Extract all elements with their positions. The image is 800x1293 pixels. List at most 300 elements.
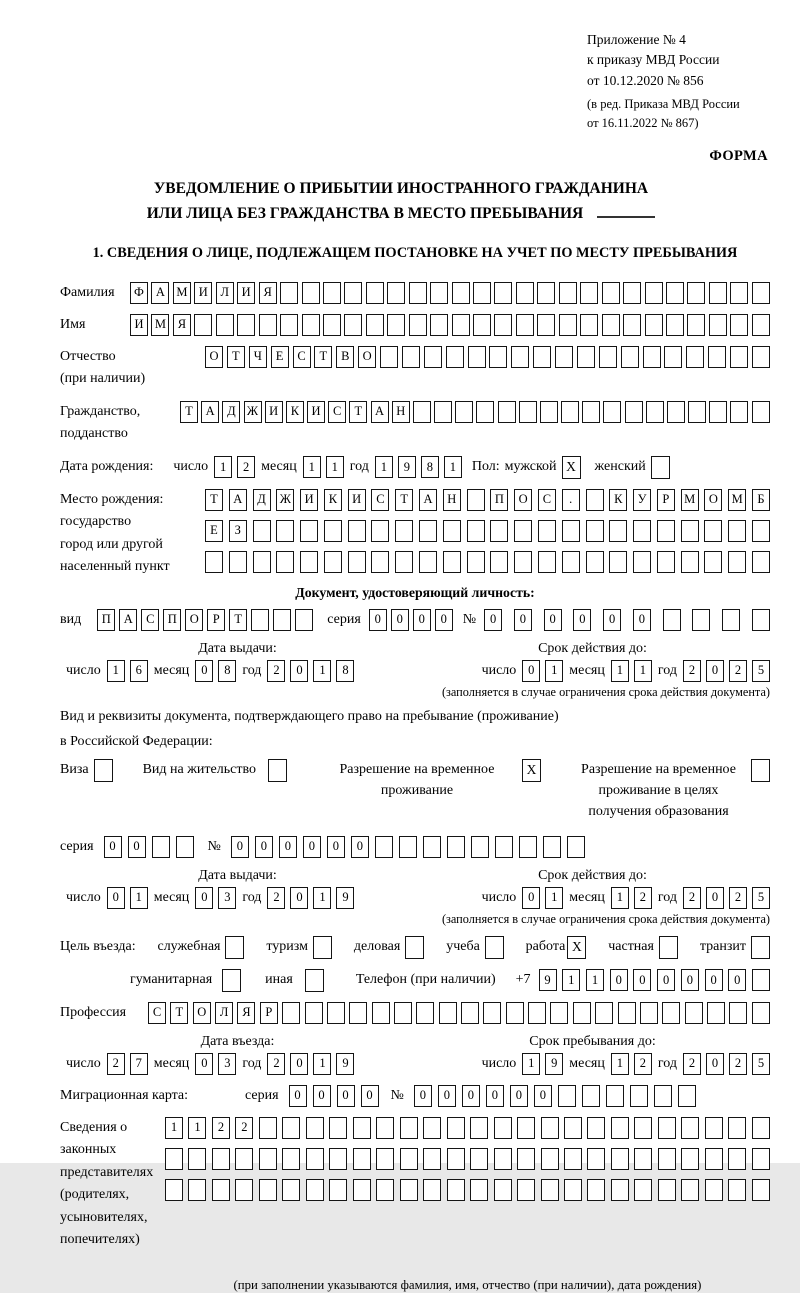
char-box[interactable]: Т <box>395 489 413 511</box>
char-box[interactable]: Т <box>205 489 223 511</box>
char-box[interactable]: М <box>728 489 746 511</box>
char-box[interactable]: 0 <box>279 836 297 858</box>
char-box[interactable]: Ч <box>249 346 267 368</box>
char-box[interactable]: 5 <box>752 1053 770 1075</box>
char-box[interactable]: 2 <box>237 456 255 478</box>
char-box[interactable] <box>344 314 362 336</box>
char-box[interactable]: И <box>130 314 148 336</box>
char-box[interactable] <box>645 282 663 304</box>
char-box[interactable] <box>443 551 461 573</box>
char-box[interactable] <box>562 520 580 542</box>
char-box[interactable]: О <box>185 609 203 631</box>
char-box[interactable] <box>634 1179 652 1201</box>
char-box[interactable]: У <box>633 489 651 511</box>
char-box[interactable] <box>483 1002 501 1024</box>
char-box[interactable] <box>348 520 366 542</box>
char-box[interactable] <box>259 1179 277 1201</box>
char-box[interactable]: 0 <box>633 609 651 631</box>
char-box[interactable] <box>705 1148 723 1170</box>
char-box[interactable] <box>611 1148 629 1170</box>
char-box[interactable]: А <box>419 489 437 511</box>
char-box[interactable]: 1 <box>303 456 321 478</box>
char-box[interactable] <box>402 346 420 368</box>
char-box[interactable]: Е <box>271 346 289 368</box>
char-box[interactable] <box>633 551 651 573</box>
char-box[interactable]: К <box>286 401 304 423</box>
char-box[interactable] <box>705 1117 723 1139</box>
char-box[interactable] <box>376 1148 394 1170</box>
char-box[interactable] <box>490 551 508 573</box>
char-box[interactable]: 1 <box>545 660 563 682</box>
char-box[interactable]: А <box>151 282 169 304</box>
char-box[interactable]: М <box>681 489 699 511</box>
char-box[interactable] <box>494 1117 512 1139</box>
char-box[interactable] <box>722 609 740 631</box>
char-box[interactable]: Т <box>227 346 245 368</box>
char-box[interactable]: 2 <box>729 887 747 909</box>
char-box[interactable] <box>467 551 485 573</box>
char-box[interactable]: 0 <box>290 887 308 909</box>
char-box[interactable] <box>704 520 722 542</box>
char-box[interactable] <box>752 1179 770 1201</box>
char-box[interactable]: 1 <box>611 1053 629 1075</box>
char-box[interactable] <box>473 282 491 304</box>
char-box[interactable]: В <box>336 346 354 368</box>
char-box[interactable] <box>494 282 512 304</box>
char-box[interactable]: 1 <box>562 969 580 991</box>
char-box[interactable] <box>165 1148 183 1170</box>
char-box[interactable] <box>678 1085 696 1107</box>
char-box[interactable] <box>495 836 513 858</box>
char-box[interactable]: 1 <box>313 660 331 682</box>
char-box[interactable] <box>709 282 727 304</box>
char-box[interactable]: Я <box>173 314 191 336</box>
char-box[interactable] <box>752 346 770 368</box>
char-box[interactable] <box>423 1179 441 1201</box>
char-box[interactable]: Д <box>222 401 240 423</box>
char-box[interactable] <box>419 551 437 573</box>
char-box[interactable] <box>366 314 384 336</box>
char-box[interactable]: 0 <box>486 1085 504 1107</box>
char-box[interactable]: 9 <box>336 887 354 909</box>
char-box[interactable] <box>517 1148 535 1170</box>
char-box[interactable] <box>371 520 389 542</box>
char-box[interactable] <box>424 346 442 368</box>
char-box[interactable] <box>634 1148 652 1170</box>
char-box[interactable]: Ж <box>244 401 262 423</box>
char-box[interactable]: 0 <box>522 660 540 682</box>
char-box[interactable]: 0 <box>633 969 651 991</box>
char-box[interactable]: Я <box>259 282 277 304</box>
char-box[interactable] <box>280 282 298 304</box>
char-box[interactable]: 0 <box>610 969 628 991</box>
char-box[interactable]: 0 <box>435 609 453 631</box>
char-box[interactable]: 1 <box>214 456 232 478</box>
char-box[interactable] <box>489 346 507 368</box>
char-box[interactable] <box>494 1148 512 1170</box>
char-box[interactable] <box>372 1002 390 1024</box>
char-box[interactable] <box>380 346 398 368</box>
char-box[interactable] <box>259 1148 277 1170</box>
char-box[interactable] <box>423 1117 441 1139</box>
char-box[interactable] <box>752 609 770 631</box>
char-box[interactable] <box>728 520 746 542</box>
char-box[interactable] <box>251 609 269 631</box>
char-box[interactable] <box>295 609 313 631</box>
char-box[interactable]: С <box>293 346 311 368</box>
char-box[interactable] <box>253 520 271 542</box>
char-box[interactable]: С <box>371 489 389 511</box>
char-box[interactable] <box>430 282 448 304</box>
char-box[interactable] <box>658 1179 676 1201</box>
char-box[interactable] <box>705 1179 723 1201</box>
char-box[interactable]: 5 <box>752 660 770 682</box>
char-box[interactable]: 1 <box>313 887 331 909</box>
char-box[interactable] <box>517 1179 535 1201</box>
char-box[interactable]: 2 <box>634 887 652 909</box>
char-box[interactable] <box>730 282 748 304</box>
char-box[interactable] <box>561 401 579 423</box>
char-box[interactable]: Л <box>216 282 234 304</box>
char-box[interactable] <box>611 1179 629 1201</box>
char-box[interactable]: 0 <box>706 1053 724 1075</box>
char-box[interactable]: 0 <box>289 1085 307 1107</box>
char-box[interactable] <box>455 401 473 423</box>
char-box[interactable]: А <box>229 489 247 511</box>
char-box[interactable]: Е <box>205 520 223 542</box>
char-box[interactable]: 1 <box>634 660 652 682</box>
char-box[interactable] <box>634 1117 652 1139</box>
char-box[interactable] <box>633 520 651 542</box>
char-box[interactable]: 2 <box>267 660 285 682</box>
char-box[interactable] <box>394 1002 412 1024</box>
char-box[interactable] <box>562 551 580 573</box>
char-box[interactable]: 1 <box>375 456 393 478</box>
char-box[interactable]: 0 <box>728 969 746 991</box>
char-box[interactable] <box>728 1117 746 1139</box>
char-box[interactable]: А <box>119 609 137 631</box>
char-box[interactable]: Я <box>237 1002 255 1024</box>
char-box[interactable] <box>709 401 727 423</box>
char-box[interactable]: И <box>265 401 283 423</box>
char-box[interactable] <box>580 314 598 336</box>
char-box[interactable]: 0 <box>414 1085 432 1107</box>
char-box[interactable] <box>353 1117 371 1139</box>
char-box[interactable]: 0 <box>351 836 369 858</box>
char-box[interactable] <box>559 282 577 304</box>
char-box[interactable]: 8 <box>336 660 354 682</box>
char-box[interactable]: 2 <box>267 1053 285 1075</box>
char-box[interactable] <box>490 520 508 542</box>
char-box[interactable] <box>709 314 727 336</box>
char-box[interactable]: О <box>205 346 223 368</box>
char-box[interactable] <box>686 346 704 368</box>
char-box[interactable] <box>506 1002 524 1024</box>
char-box[interactable]: 7 <box>130 1053 148 1075</box>
char-box[interactable] <box>728 1179 746 1201</box>
char-box[interactable] <box>752 314 770 336</box>
char-box[interactable] <box>276 520 294 542</box>
char-box[interactable]: С <box>538 489 556 511</box>
char-box[interactable] <box>152 836 170 858</box>
char-box[interactable]: 1 <box>130 887 148 909</box>
char-box[interactable] <box>519 836 537 858</box>
char-box[interactable]: 0 <box>231 836 249 858</box>
char-box[interactable] <box>439 1002 457 1024</box>
char-box[interactable] <box>752 1117 770 1139</box>
char-box[interactable] <box>752 1148 770 1170</box>
char-box[interactable] <box>517 1117 535 1139</box>
char-box[interactable]: О <box>358 346 376 368</box>
char-box[interactable] <box>280 314 298 336</box>
char-box[interactable]: 0 <box>603 609 621 631</box>
char-box[interactable] <box>667 401 685 423</box>
char-box[interactable] <box>514 551 532 573</box>
char-box[interactable]: . <box>562 489 580 511</box>
work-checkbox[interactable]: X <box>567 936 586 959</box>
char-box[interactable] <box>730 314 748 336</box>
char-box[interactable]: Т <box>229 609 247 631</box>
char-box[interactable] <box>537 314 555 336</box>
char-box[interactable] <box>752 969 770 991</box>
char-box[interactable] <box>728 551 746 573</box>
char-box[interactable]: 0 <box>104 836 122 858</box>
other-checkbox[interactable] <box>305 969 324 992</box>
char-box[interactable] <box>300 551 318 573</box>
char-box[interactable] <box>663 609 681 631</box>
char-box[interactable] <box>259 314 277 336</box>
char-box[interactable]: 2 <box>683 887 701 909</box>
char-box[interactable]: Н <box>443 489 461 511</box>
char-box[interactable] <box>353 1148 371 1170</box>
char-box[interactable] <box>643 346 661 368</box>
char-box[interactable] <box>282 1179 300 1201</box>
char-box[interactable]: Н <box>392 401 410 423</box>
char-box[interactable] <box>413 401 431 423</box>
char-box[interactable]: 0 <box>195 660 213 682</box>
char-box[interactable] <box>188 1179 206 1201</box>
char-box[interactable] <box>564 1117 582 1139</box>
char-box[interactable]: 9 <box>336 1053 354 1075</box>
char-box[interactable] <box>582 1085 600 1107</box>
char-box[interactable] <box>681 520 699 542</box>
char-box[interactable]: И <box>300 489 318 511</box>
transit-checkbox[interactable] <box>751 936 770 959</box>
char-box[interactable] <box>327 1002 345 1024</box>
char-box[interactable] <box>511 346 529 368</box>
char-box[interactable] <box>344 282 362 304</box>
char-box[interactable] <box>165 1179 183 1201</box>
char-box[interactable]: 0 <box>195 1053 213 1075</box>
char-box[interactable] <box>376 1117 394 1139</box>
char-box[interactable] <box>625 401 643 423</box>
char-box[interactable] <box>645 314 663 336</box>
char-box[interactable] <box>567 836 585 858</box>
char-box[interactable]: 1 <box>586 969 604 991</box>
char-box[interactable]: 0 <box>706 660 724 682</box>
char-box[interactable] <box>498 401 516 423</box>
char-box[interactable]: 2 <box>634 1053 652 1075</box>
char-box[interactable] <box>657 520 675 542</box>
char-box[interactable] <box>540 401 558 423</box>
char-box[interactable] <box>728 1148 746 1170</box>
char-box[interactable] <box>434 401 452 423</box>
char-box[interactable] <box>681 1179 699 1201</box>
char-box[interactable] <box>366 282 384 304</box>
char-box[interactable] <box>371 551 389 573</box>
char-box[interactable]: 2 <box>683 1053 701 1075</box>
char-box[interactable]: Р <box>657 489 675 511</box>
char-box[interactable] <box>730 346 748 368</box>
char-box[interactable] <box>623 282 641 304</box>
char-box[interactable] <box>235 1148 253 1170</box>
char-box[interactable] <box>447 1148 465 1170</box>
char-box[interactable]: Т <box>314 346 332 368</box>
char-box[interactable] <box>324 551 342 573</box>
char-box[interactable] <box>329 1117 347 1139</box>
char-box[interactable] <box>538 551 556 573</box>
char-box[interactable] <box>467 489 485 511</box>
char-box[interactable] <box>541 1117 559 1139</box>
char-box[interactable] <box>282 1002 300 1024</box>
char-box[interactable]: 1 <box>611 660 629 682</box>
char-box[interactable]: 0 <box>484 609 502 631</box>
char-box[interactable] <box>564 1179 582 1201</box>
char-box[interactable] <box>305 1002 323 1024</box>
char-box[interactable]: 3 <box>218 1053 236 1075</box>
char-box[interactable] <box>216 314 234 336</box>
char-box[interactable]: 0 <box>361 1085 379 1107</box>
char-box[interactable] <box>564 1148 582 1170</box>
char-box[interactable] <box>237 314 255 336</box>
char-box[interactable]: 1 <box>107 660 125 682</box>
char-box[interactable]: Л <box>215 1002 233 1024</box>
char-box[interactable]: 1 <box>188 1117 206 1139</box>
char-box[interactable]: П <box>97 609 115 631</box>
char-box[interactable] <box>323 314 341 336</box>
char-box[interactable]: 0 <box>391 609 409 631</box>
char-box[interactable] <box>253 551 271 573</box>
char-box[interactable]: О <box>704 489 722 511</box>
char-box[interactable] <box>555 346 573 368</box>
char-box[interactable] <box>609 551 627 573</box>
char-box[interactable] <box>752 520 770 542</box>
char-box[interactable]: 8 <box>421 456 439 478</box>
char-box[interactable]: 0 <box>706 887 724 909</box>
char-box[interactable]: Б <box>752 489 770 511</box>
char-box[interactable]: 2 <box>729 1053 747 1075</box>
visa-checkbox[interactable] <box>94 759 113 782</box>
char-box[interactable]: 0 <box>510 1085 528 1107</box>
char-box[interactable] <box>468 346 486 368</box>
char-box[interactable] <box>603 401 621 423</box>
char-box[interactable] <box>752 282 770 304</box>
char-box[interactable] <box>606 1085 624 1107</box>
char-box[interactable] <box>194 314 212 336</box>
char-box[interactable] <box>416 1002 434 1024</box>
char-box[interactable]: 8 <box>218 660 236 682</box>
sex-male-checkbox[interactable]: X <box>562 456 581 479</box>
char-box[interactable] <box>752 401 770 423</box>
char-box[interactable] <box>276 551 294 573</box>
char-box[interactable]: С <box>328 401 346 423</box>
char-box[interactable] <box>212 1148 230 1170</box>
char-box[interactable]: 0 <box>413 609 431 631</box>
char-box[interactable] <box>188 1148 206 1170</box>
char-box[interactable] <box>306 1148 324 1170</box>
char-box[interactable] <box>543 836 561 858</box>
char-box[interactable] <box>494 314 512 336</box>
char-box[interactable] <box>400 1179 418 1201</box>
char-box[interactable] <box>387 282 405 304</box>
char-box[interactable] <box>666 314 684 336</box>
char-box[interactable] <box>538 520 556 542</box>
char-box[interactable] <box>409 314 427 336</box>
char-box[interactable] <box>273 609 291 631</box>
char-box[interactable] <box>353 1179 371 1201</box>
char-box[interactable]: И <box>237 282 255 304</box>
char-box[interactable]: И <box>194 282 212 304</box>
char-box[interactable]: П <box>163 609 181 631</box>
char-box[interactable]: К <box>324 489 342 511</box>
char-box[interactable]: 2 <box>267 887 285 909</box>
char-box[interactable]: М <box>151 314 169 336</box>
char-box[interactable] <box>559 314 577 336</box>
char-box[interactable] <box>587 1117 605 1139</box>
char-box[interactable] <box>395 520 413 542</box>
char-box[interactable] <box>235 1179 253 1201</box>
char-box[interactable]: 1 <box>545 887 563 909</box>
char-box[interactable] <box>550 1002 568 1024</box>
temp-residence-education-checkbox[interactable] <box>751 759 770 782</box>
char-box[interactable]: А <box>201 401 219 423</box>
char-box[interactable] <box>657 551 675 573</box>
char-box[interactable] <box>666 282 684 304</box>
char-box[interactable] <box>282 1148 300 1170</box>
char-box[interactable] <box>586 520 604 542</box>
char-box[interactable] <box>447 836 465 858</box>
char-box[interactable] <box>176 836 194 858</box>
char-box[interactable] <box>300 520 318 542</box>
char-box[interactable]: 0 <box>462 1085 480 1107</box>
char-box[interactable]: 0 <box>438 1085 456 1107</box>
char-box[interactable]: 0 <box>534 1085 552 1107</box>
char-box[interactable] <box>400 1117 418 1139</box>
char-box[interactable]: Ф <box>130 282 148 304</box>
char-box[interactable]: С <box>148 1002 166 1024</box>
char-box[interactable]: Т <box>180 401 198 423</box>
char-box[interactable]: О <box>193 1002 211 1024</box>
char-box[interactable] <box>662 1002 680 1024</box>
char-box[interactable]: А <box>371 401 389 423</box>
char-box[interactable] <box>452 282 470 304</box>
char-box[interactable] <box>399 836 417 858</box>
char-box[interactable] <box>476 401 494 423</box>
char-box[interactable] <box>400 1148 418 1170</box>
char-box[interactable]: 0 <box>313 1085 331 1107</box>
char-box[interactable]: С <box>141 609 159 631</box>
char-box[interactable]: 0 <box>290 1053 308 1075</box>
char-box[interactable] <box>611 1117 629 1139</box>
char-box[interactable]: Т <box>349 401 367 423</box>
char-box[interactable] <box>395 551 413 573</box>
char-box[interactable]: 9 <box>545 1053 563 1075</box>
sex-female-checkbox[interactable] <box>651 456 670 479</box>
char-box[interactable]: 0 <box>522 887 540 909</box>
char-box[interactable] <box>306 1117 324 1139</box>
char-box[interactable] <box>587 1179 605 1201</box>
char-box[interactable] <box>730 401 748 423</box>
